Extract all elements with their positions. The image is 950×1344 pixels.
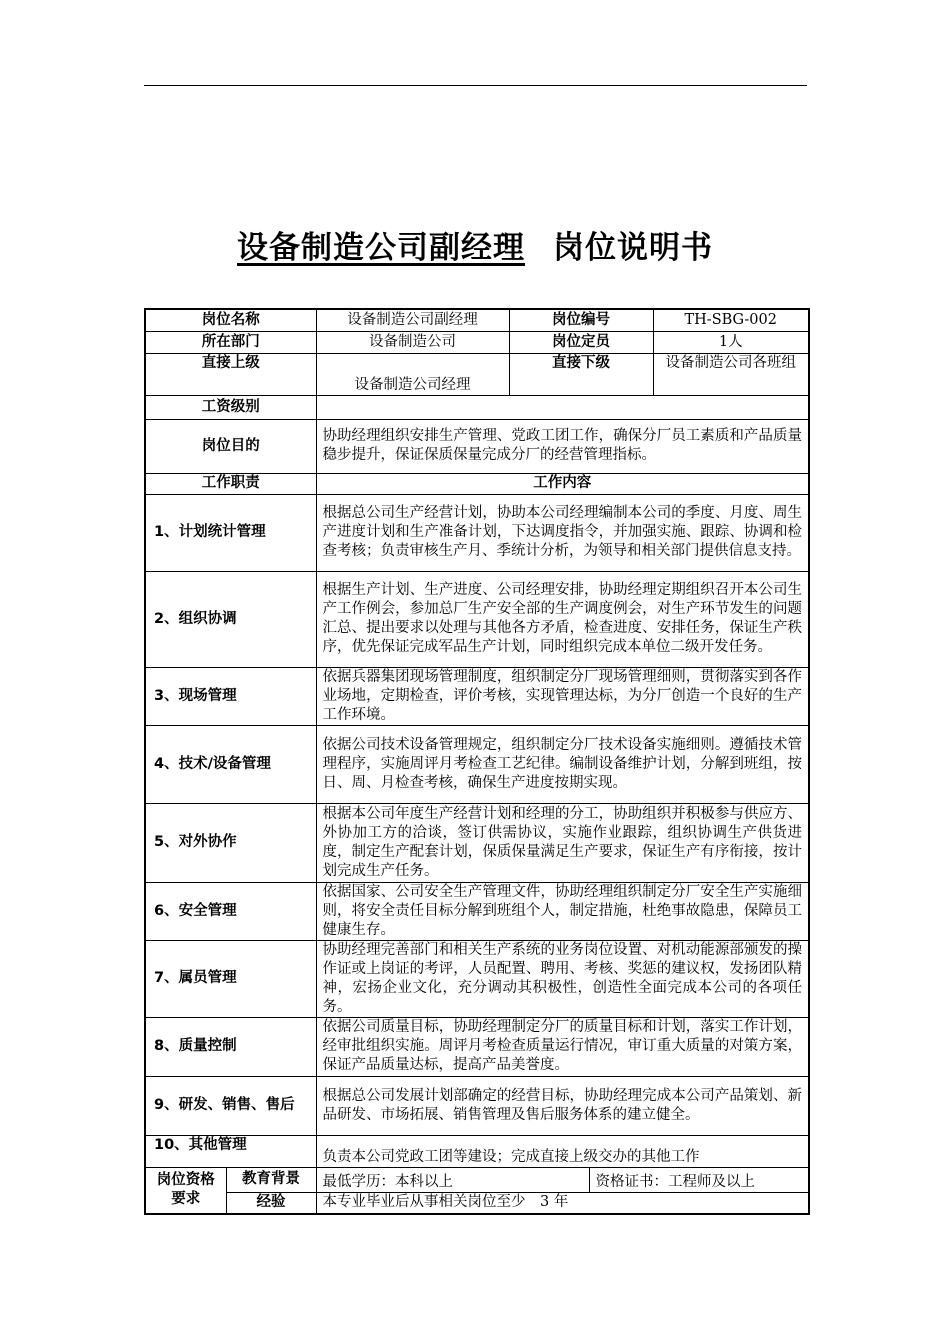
duty-row	[145, 571, 809, 667]
certificate-value: 资格证书：工程师及以上	[589, 1167, 809, 1192]
education-label: 教育背景	[226, 1167, 316, 1192]
duty-content: 依据公司技术设备管理规定，组织制定分厂技术设备实施细则。遵循技术管理程序，实施周评月考检查工艺纪律。编制设备维护计划，分解到班组，按日、周、月检查考核，确保生产进度按期实现。	[316, 725, 809, 803]
duty-content: 协助经理完善部门和相关生产系统的业务岗位设置、对机动能源部颁发的操作证或上岗证的考评，人员配置、聘用、考核、奖惩的建议权，发扬团队精神，宏扬企业文化，充分调动其积极性，创造性全面完成本公司的各项任务。	[316, 940, 809, 1017]
duties-header-left: 工作职责	[145, 473, 316, 494]
duty-name: 1、计划统计管理	[145, 494, 316, 571]
row-reporting	[145, 353, 809, 395]
duty-row	[145, 667, 809, 725]
duty-content: 依据国家、公司安全生产管理文件，协助经理组织制定分厂安全生产实施细则，将安全责任目标分解到班组个人，制定措施，杜绝事故隐患，保障员工健康生存。	[316, 882, 809, 940]
position-code-value: TH-SBG-002	[653, 309, 809, 331]
headcount-label: 岗位定员	[509, 331, 653, 353]
duty-name: 9、研发、销售、售后	[145, 1076, 316, 1135]
duty-row	[145, 803, 809, 882]
duty-name: 10、其他管理	[145, 1135, 316, 1167]
experience-label: 经验	[226, 1192, 316, 1214]
duty-row	[145, 882, 809, 940]
duty-content: 根据总公司发展计划部确定的经营目标，协助经理完成本公司产品策划、新品研发、市场拓展、销售管理及售后服务体系的建立健全。	[316, 1076, 809, 1135]
duty-row	[145, 1076, 809, 1135]
superior-value: 设备制造公司经理	[316, 353, 509, 395]
row-position-name	[145, 309, 809, 331]
duty-content: 根据总公司生产经营计划，协助本公司经理编制本公司的季度、月度、周生产进度计划和生产准备计划，下达调度指令，并加强实施、跟踪、协调和检查考核；负责审核生产月、季统计分析，为领导和相关部门提供信息支持。	[316, 494, 809, 571]
job-description-table	[144, 308, 810, 1215]
duty-name: 7、属员管理	[145, 940, 316, 1017]
duties-header-right: 工作内容	[316, 473, 809, 494]
subordinate-label: 直接下级	[509, 353, 653, 395]
position-name-value: 设备制造公司副经理	[316, 309, 509, 331]
duty-name: 3、现场管理	[145, 667, 316, 725]
title-suffix: 岗位说明书	[553, 230, 713, 266]
department-label: 所在部门	[145, 331, 316, 353]
duty-name: 6、安全管理	[145, 882, 316, 940]
row-salary	[145, 395, 809, 419]
row-duties-header	[145, 473, 809, 494]
duty-content: 负责本公司党政工团等建设；完成直接上级交办的其他工作	[316, 1135, 809, 1167]
row-education	[145, 1167, 809, 1192]
duty-name: 2、组织协调	[145, 571, 316, 667]
headcount-value: 1人	[653, 331, 809, 353]
duty-name: 5、对外协作	[145, 803, 316, 882]
education-value: 最低学历：本科以上	[316, 1167, 589, 1192]
title-main: 设备制造公司副经理	[237, 230, 525, 266]
position-code-label: 岗位编号	[509, 309, 653, 331]
header-rule	[144, 85, 807, 86]
superior-label: 直接上级	[145, 353, 316, 395]
salary-value	[316, 395, 809, 419]
duty-content: 依据兵器集团现场管理制度，组织制定分厂现场管理细则，贯彻落实到各作业场地，定期检查，评价考核，实现管理达标，为分厂创造一个良好的生产工作环境。	[316, 667, 809, 725]
duty-content: 依据公司质量目标，协助经理制定分厂的质量目标和计划，落实工作计划，经审批组织实施。周评月考检查质量运行情况，审订重大质量的对策方案，保证产品质量达标，提高产品美誉度。	[316, 1017, 809, 1076]
duty-content: 根据生产计划、生产进度、公司经理安排，协助经理定期组织召开本公司生产工作例会，参加总厂生产安全部的生产调度例会，对生产环节发生的问题汇总、提出要求以处理与其他各方矛盾，检查进度、安排任务，保证生产秩序，优先保证完成军品生产计划，同时组织完成本单位二级开发任务。	[316, 571, 809, 667]
duty-name: 8、质量控制	[145, 1017, 316, 1076]
row-purpose	[145, 419, 809, 473]
purpose-label: 岗位目的	[145, 419, 316, 473]
subordinate-value: 设备制造公司各班组	[653, 353, 809, 395]
document-title	[0, 222, 950, 267]
qualification-label: 岗位资格要求	[145, 1167, 226, 1214]
duty-row	[145, 1135, 809, 1167]
department-value: 设备制造公司	[316, 331, 509, 353]
row-experience	[145, 1192, 809, 1214]
duty-row	[145, 940, 809, 1017]
duty-name: 4、技术/设备管理	[145, 725, 316, 803]
experience-value: 本专业毕业后从事相关岗位至少 3 年	[316, 1192, 809, 1214]
purpose-value: 协助经理组织安排生产管理、党政工团工作，确保分厂员工素质和产品质量稳步提升，保证保质保量完成分厂的经营管理指标。	[316, 419, 809, 473]
salary-label: 工资级别	[145, 395, 316, 419]
row-department	[145, 331, 809, 353]
duty-row	[145, 1017, 809, 1076]
duty-row	[145, 494, 809, 571]
duty-content: 根据本公司年度生产经营计划和经理的分工，协助组织并积极参与供应方、外协加工方的洽谈，签订供需协议，实施作业跟踪，组织协调生产供货进度，制定生产配套计划，保质保量满足生产要求，保证生产有序衔接，按计划完成生产任务。	[316, 803, 809, 882]
position-name-label: 岗位名称	[145, 309, 316, 331]
duty-row	[145, 725, 809, 803]
